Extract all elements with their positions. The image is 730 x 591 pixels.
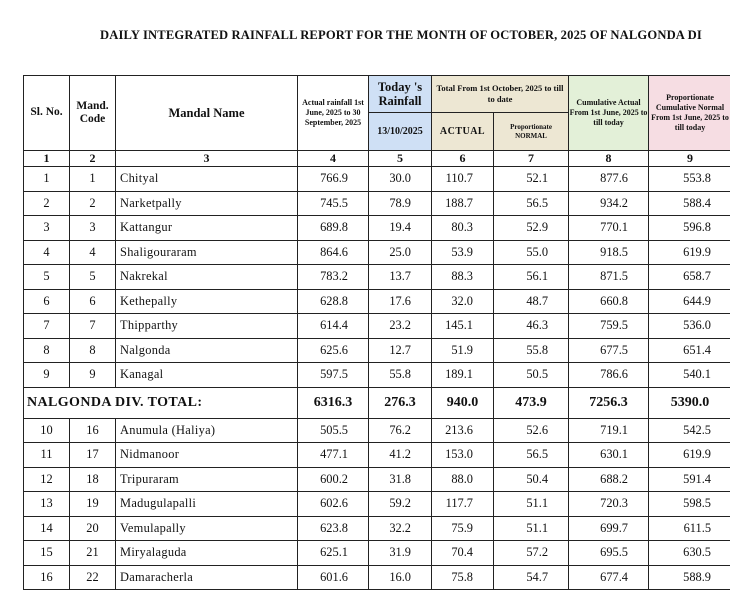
cumulative-actual-cell: 677.5 [569, 338, 649, 363]
cumulative-actual-cell: 720.3 [569, 492, 649, 517]
table-row [24, 467, 730, 492]
header-proportionate-normal: Proportionate NORMAL [494, 113, 569, 151]
total-actual-cell: 88.3 [432, 265, 494, 290]
mandal-code-cell: 21 [70, 541, 116, 566]
todays-rainfall-cell: 41.2 [369, 443, 432, 468]
todays-rainfall-cell: 19.4 [369, 216, 432, 241]
mandal-name-cell: Kanagal [116, 363, 298, 388]
total-actual-cell: 32.0 [432, 289, 494, 314]
mandal-name-cell: Miryalaguda [116, 541, 298, 566]
header-todays-rainfall: Today 's Rainfall [369, 76, 432, 113]
header-total-from: Total From 1st October, 2025 to till to date [432, 76, 569, 113]
sl-no-cell: 5 [24, 265, 70, 290]
mandal-name-cell: Madugulapalli [116, 492, 298, 517]
cumulative-actual-cell: 770.1 [569, 216, 649, 241]
table-row [24, 516, 730, 541]
table-row [24, 265, 730, 290]
table-row [24, 167, 730, 192]
division-total-row [24, 387, 730, 418]
actual-rainfall-cell: 602.6 [298, 492, 369, 517]
mandal-name-cell: Kattangur [116, 216, 298, 241]
sl-no-cell: 1 [24, 167, 70, 192]
column-number: 7 [494, 151, 569, 167]
total-actual-cell: 213.6 [432, 418, 494, 443]
cumulative-normal-cell: 553.8 [649, 167, 730, 192]
sl-no-cell: 3 [24, 216, 70, 241]
todays-rainfall-cell: 17.6 [369, 289, 432, 314]
sl-no-cell: 7 [24, 314, 70, 339]
column-number: 3 [116, 151, 298, 167]
mandal-code-cell: 4 [70, 240, 116, 265]
todays-rainfall-cell: 59.2 [369, 492, 432, 517]
proportionate-normal-cell: 56.1 [494, 265, 569, 290]
cumulative-actual-cell: 677.4 [569, 565, 649, 590]
mandal-code-cell: 17 [70, 443, 116, 468]
table-row [24, 289, 730, 314]
actual-rainfall-cell: 766.9 [298, 167, 369, 192]
cumulative-actual-cell: 871.5 [569, 265, 649, 290]
rainfall-table [23, 75, 730, 590]
proportionate-normal-cell: 52.6 [494, 418, 569, 443]
cumulative-actual-cell: 877.6 [569, 167, 649, 192]
cumulative-normal-cell: 644.9 [649, 289, 730, 314]
mandal-name-cell: Nalgonda [116, 338, 298, 363]
todays-rainfall-cell: 31.9 [369, 541, 432, 566]
total-actual-cell: 188.7 [432, 191, 494, 216]
actual-rainfall-cell: 745.5 [298, 191, 369, 216]
todays-rainfall-cell: 23.2 [369, 314, 432, 339]
todays-rainfall-cell: 78.9 [369, 191, 432, 216]
todays-rainfall-cell: 16.0 [369, 565, 432, 590]
table-row [24, 565, 730, 590]
sl-no-cell: 9 [24, 363, 70, 388]
cumulative-normal-cell: 591.4 [649, 467, 730, 492]
total-actual-cell: 145.1 [432, 314, 494, 339]
actual-rainfall-cell: 601.6 [298, 565, 369, 590]
cumulative-normal-cell: 588.4 [649, 191, 730, 216]
todays-rainfall-cell: 30.0 [369, 167, 432, 192]
sl-no-cell: 11 [24, 443, 70, 468]
division-total-value: 276.3 [369, 387, 432, 418]
cumulative-actual-cell: 918.5 [569, 240, 649, 265]
table-row [24, 541, 730, 566]
proportionate-normal-cell: 50.4 [494, 467, 569, 492]
mandal-name-cell: Shaligouraram [116, 240, 298, 265]
division-total-value: 473.9 [494, 387, 569, 418]
table-row [24, 314, 730, 339]
mandal-code-cell: 3 [70, 216, 116, 241]
actual-rainfall-cell: 689.8 [298, 216, 369, 241]
cumulative-normal-cell: 619.9 [649, 240, 730, 265]
division-total-value: 7256.3 [569, 387, 649, 418]
mandal-code-cell: 19 [70, 492, 116, 517]
cumulative-actual-cell: 759.5 [569, 314, 649, 339]
todays-rainfall-cell: 76.2 [369, 418, 432, 443]
cumulative-normal-cell: 596.8 [649, 216, 730, 241]
proportionate-normal-cell: 55.0 [494, 240, 569, 265]
cumulative-normal-cell: 611.5 [649, 516, 730, 541]
actual-rainfall-cell: 505.5 [298, 418, 369, 443]
mandal-name-cell: Kethepally [116, 289, 298, 314]
mandal-name-cell: Nidmanoor [116, 443, 298, 468]
proportionate-normal-cell: 52.1 [494, 167, 569, 192]
division-total-value: 940.0 [432, 387, 494, 418]
header-proportionate-cumulative-normal: Proportionate Cumulative Normal From 1st June, 2025 to till today [649, 76, 730, 151]
actual-rainfall-cell: 477.1 [298, 443, 369, 468]
total-actual-cell: 189.1 [432, 363, 494, 388]
sl-no-cell: 14 [24, 516, 70, 541]
table-row [24, 240, 730, 265]
cumulative-normal-cell: 619.9 [649, 443, 730, 468]
sl-no-cell: 13 [24, 492, 70, 517]
sl-no-cell: 6 [24, 289, 70, 314]
total-actual-cell: 110.7 [432, 167, 494, 192]
sl-no-cell: 2 [24, 191, 70, 216]
cumulative-normal-cell: 588.9 [649, 565, 730, 590]
cumulative-actual-cell: 699.7 [569, 516, 649, 541]
todays-rainfall-cell: 31.8 [369, 467, 432, 492]
mandal-name-cell: Anumula (Haliya) [116, 418, 298, 443]
actual-rainfall-cell: 864.6 [298, 240, 369, 265]
proportionate-normal-cell: 55.8 [494, 338, 569, 363]
total-actual-cell: 153.0 [432, 443, 494, 468]
actual-rainfall-cell: 623.8 [298, 516, 369, 541]
cumulative-normal-cell: 542.5 [649, 418, 730, 443]
actual-rainfall-cell: 614.4 [298, 314, 369, 339]
todays-rainfall-cell: 55.8 [369, 363, 432, 388]
cumulative-normal-cell: 540.1 [649, 363, 730, 388]
header-mand-code: Mand. Code [70, 76, 116, 151]
total-actual-cell: 51.9 [432, 338, 494, 363]
column-number: 2 [70, 151, 116, 167]
sl-no-cell: 15 [24, 541, 70, 566]
cumulative-normal-cell: 651.4 [649, 338, 730, 363]
cumulative-actual-cell: 688.2 [569, 467, 649, 492]
mandal-name-cell: Vemulapally [116, 516, 298, 541]
actual-rainfall-cell: 783.2 [298, 265, 369, 290]
sl-no-cell: 12 [24, 467, 70, 492]
mandal-name-cell: Thipparthy [116, 314, 298, 339]
todays-rainfall-cell: 13.7 [369, 265, 432, 290]
actual-rainfall-cell: 628.8 [298, 289, 369, 314]
total-actual-cell: 70.4 [432, 541, 494, 566]
table-row [24, 418, 730, 443]
column-number: 6 [432, 151, 494, 167]
cumulative-actual-cell: 719.1 [569, 418, 649, 443]
total-actual-cell: 117.7 [432, 492, 494, 517]
report-title: DAILY INTEGRATED RAINFALL REPORT FOR THE MONTH OF OCTOBER, 2025 OF NALGONDA DI [100, 28, 702, 42]
division-total-label: NALGONDA DIV. TOTAL: [24, 387, 298, 418]
proportionate-normal-cell: 52.9 [494, 216, 569, 241]
column-number: 1 [24, 151, 70, 167]
column-number: 9 [649, 151, 730, 167]
cumulative-normal-cell: 536.0 [649, 314, 730, 339]
proportionate-normal-cell: 51.1 [494, 516, 569, 541]
mandal-name-cell: Chityal [116, 167, 298, 192]
proportionate-normal-cell: 56.5 [494, 191, 569, 216]
proportionate-normal-cell: 50.5 [494, 363, 569, 388]
proportionate-normal-cell: 54.7 [494, 565, 569, 590]
cumulative-actual-cell: 630.1 [569, 443, 649, 468]
cumulative-normal-cell: 630.5 [649, 541, 730, 566]
mandal-name-cell: Narketpally [116, 191, 298, 216]
total-actual-cell: 75.9 [432, 516, 494, 541]
division-total-value: 6316.3 [298, 387, 369, 418]
todays-rainfall-cell: 12.7 [369, 338, 432, 363]
proportionate-normal-cell: 56.5 [494, 443, 569, 468]
total-actual-cell: 80.3 [432, 216, 494, 241]
column-number: 4 [298, 151, 369, 167]
header-sl-no: Sl. No. [24, 76, 70, 151]
table-row [24, 492, 730, 517]
mandal-code-cell: 16 [70, 418, 116, 443]
header-actual: ACTUAL [432, 113, 494, 151]
mandal-code-cell: 22 [70, 565, 116, 590]
division-total-value: 5390.0 [649, 387, 730, 418]
proportionate-normal-cell: 46.3 [494, 314, 569, 339]
mandal-code-cell: 6 [70, 289, 116, 314]
table-row [24, 191, 730, 216]
mandal-code-cell: 5 [70, 265, 116, 290]
actual-rainfall-cell: 625.6 [298, 338, 369, 363]
header-actual-rainfall: Actual rainfall 1st June, 2025 to 30 September, 2025 [298, 76, 369, 151]
table-row [24, 363, 730, 388]
cumulative-actual-cell: 695.5 [569, 541, 649, 566]
sl-no-cell: 4 [24, 240, 70, 265]
header-mandal-name: Mandal Name [116, 76, 298, 151]
mandal-code-cell: 8 [70, 338, 116, 363]
proportionate-normal-cell: 48.7 [494, 289, 569, 314]
cumulative-actual-cell: 934.2 [569, 191, 649, 216]
total-actual-cell: 88.0 [432, 467, 494, 492]
header-cumulative-actual: Cumulative Actual From 1st June, 2025 to till today [569, 76, 649, 151]
proportionate-normal-cell: 57.2 [494, 541, 569, 566]
mandal-code-cell: 2 [70, 191, 116, 216]
mandal-code-cell: 18 [70, 467, 116, 492]
cumulative-normal-cell: 658.7 [649, 265, 730, 290]
total-actual-cell: 75.8 [432, 565, 494, 590]
cumulative-actual-cell: 660.8 [569, 289, 649, 314]
todays-rainfall-cell: 25.0 [369, 240, 432, 265]
table-row [24, 443, 730, 468]
header-today-date: 13/10/2025 [369, 113, 432, 151]
actual-rainfall-cell: 597.5 [298, 363, 369, 388]
mandal-code-cell: 20 [70, 516, 116, 541]
sl-no-cell: 16 [24, 565, 70, 590]
todays-rainfall-cell: 32.2 [369, 516, 432, 541]
mandal-name-cell: Nakrekal [116, 265, 298, 290]
actual-rainfall-cell: 600.2 [298, 467, 369, 492]
sl-no-cell: 10 [24, 418, 70, 443]
column-number: 8 [569, 151, 649, 167]
column-number: 5 [369, 151, 432, 167]
proportionate-normal-cell: 51.1 [494, 492, 569, 517]
cumulative-normal-cell: 598.5 [649, 492, 730, 517]
sl-no-cell: 8 [24, 338, 70, 363]
total-actual-cell: 53.9 [432, 240, 494, 265]
mandal-name-cell: Damaracherla [116, 565, 298, 590]
actual-rainfall-cell: 625.1 [298, 541, 369, 566]
table-row [24, 338, 730, 363]
table-row [24, 216, 730, 241]
mandal-code-cell: 1 [70, 167, 116, 192]
mandal-name-cell: Tripuraram [116, 467, 298, 492]
mandal-code-cell: 7 [70, 314, 116, 339]
cumulative-actual-cell: 786.6 [569, 363, 649, 388]
mandal-code-cell: 9 [70, 363, 116, 388]
